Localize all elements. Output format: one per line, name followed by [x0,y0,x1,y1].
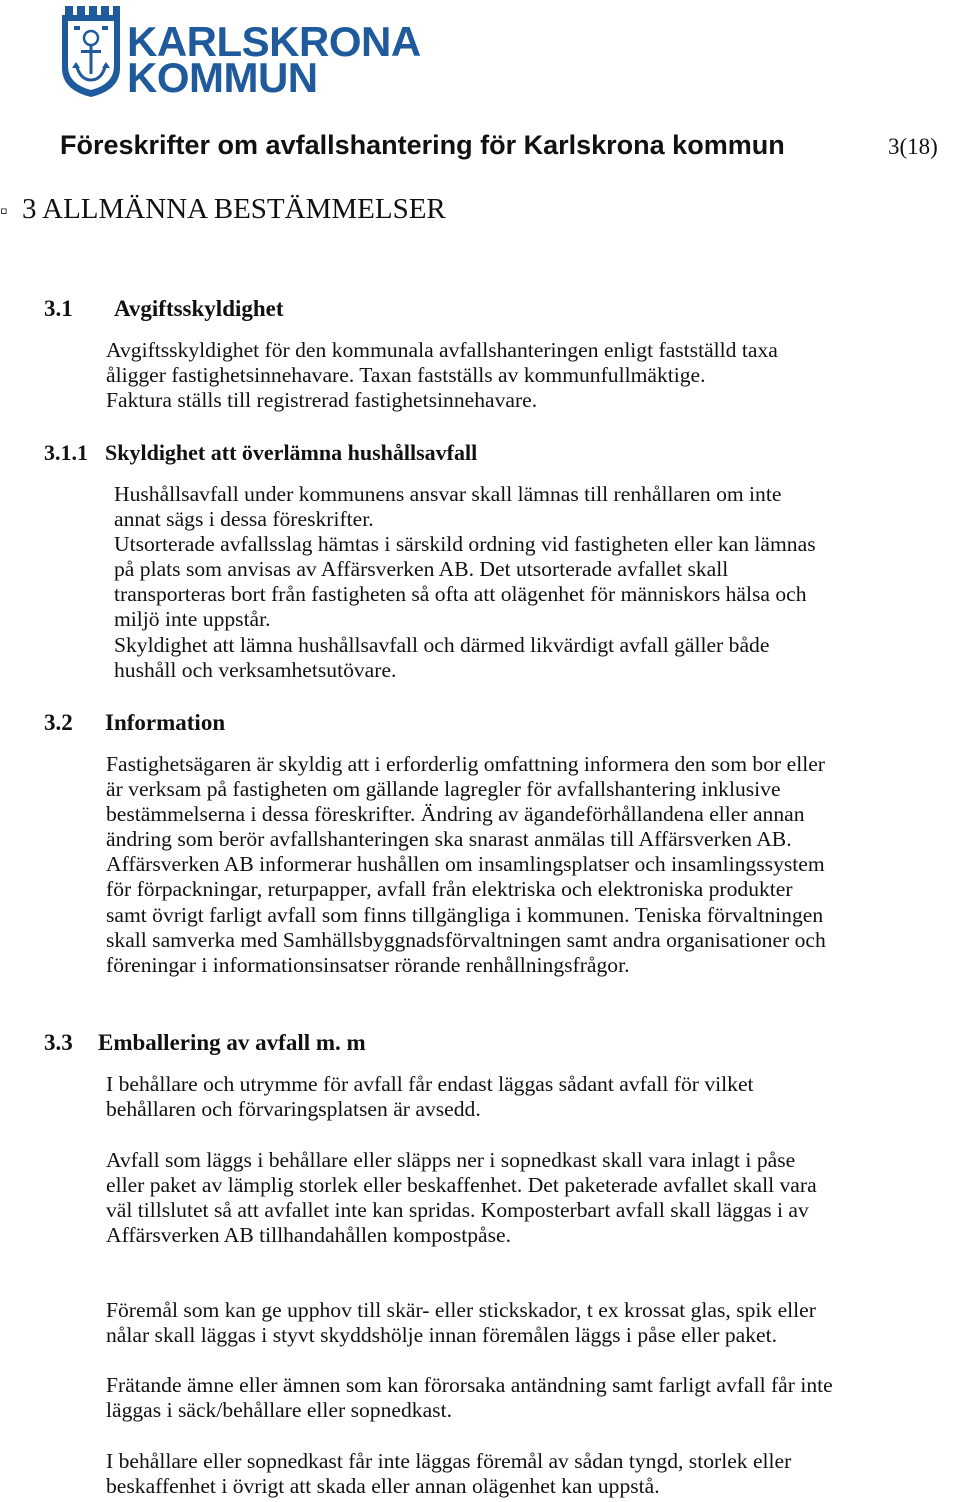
text-line: hushåll och verksamhetsutövare. [114,657,397,682]
text-line: behållaren och förvaringsplatsen är avsedd. [106,1097,481,1122]
text-line: på plats som anvisas av Affärsverken AB. Det utsorterade avfallet skall [114,557,729,582]
text-line: nålar skall läggas i styvt skyddshölje innan föremålen läggs i påse eller paket. [106,1323,778,1348]
text-line: Föremål som kan ge upphov till skär- eller stickskador, t ex krossat glas, spik eller [106,1298,816,1322]
text-line: Avgiftsskyldighet för den kommunala avfallshanteringen enligt fastställd taxa [106,338,778,362]
text-line: beskaffenhet i övrigt att skada eller annan olägenhet kan uppstå. [106,1474,660,1499]
text-line: bestämmelserna i dessa föreskrifter. Ändring av ägandeförhållandena eller annan [106,802,805,827]
paragraph-avgiftsskyldighet [106,338,956,413]
paragraph-emballering-4 [106,1373,958,1423]
text-line: Faktura ställs till registrerad fastighetsinnehavare. [106,388,538,413]
section-title: Avgiftsskyldighet [114,296,284,321]
text-line: åligger fastighetsinnehavare. Taxan fastställs av kommunfullmäktige. [106,363,706,388]
text-line: samt övrigt farligt avfall som finns tillgängliga i kommunen. Teniska förvaltningen [106,902,824,927]
section-heading-3-3 [44,1029,366,1057]
text-line: är verksam på fastigheten om gällande lagregler för avfallshantering inklusive [106,777,781,802]
paragraph-emballering-5 [106,1449,958,1499]
text-line: miljö inte uppstår. [114,607,271,632]
text-line: I behållare och utrymme för avfall får endast läggas sådant avfall för vilket [106,1072,754,1096]
section-number: 3.1.1 [44,440,88,465]
text-line: Hushållsavfall under kommunens ansvar skall lämnas till renhållaren om inte [114,482,782,506]
chapter-title: 3 ALLMÄNNA BESTÄMMELSER [22,193,446,225]
paragraph-emballering-1 [106,1072,958,1122]
paragraph-emballering-2 [106,1148,958,1248]
text-line: föreningar i informationsinsatser rörande renhållningsfrågor. [106,952,630,977]
section-title: Emballering av avfall m. m [98,1030,366,1055]
section-heading-3-1 [44,295,284,323]
text-line: transporteras bort från fastigheten så ofta att olägenhet för människors hälsa och [114,582,807,607]
text-line: för förpackningar, returpapper, avfall från elektriska och elektroniska produkter [106,877,793,902]
section-number: 3.1 [44,296,73,321]
municipality-logo [60,2,450,101]
text-line: läggas i säck/behållare eller sopnedkast. [106,1398,452,1423]
text-line: Affärsverken AB informerar hushållen om insamlingsplatser och insamlingssystem [106,852,825,877]
section-heading-3-1-1 [44,439,477,467]
text-line: annat sägs i dessa föreskrifter. [114,507,374,532]
paragraph-hushallsavfall [114,482,954,683]
text-line: Utsorterade avfallsslag hämtas i särskild ordning vid fastigheten eller kan lämnas [114,532,816,557]
text-line: ändring som berör avfallshanteringen ska snarast anmälas till Affärsverken AB. [106,827,792,852]
text-line: Frätande ämne eller ämnen som kan förorsaka antändning samt farligt avfall får inte [106,1373,833,1397]
text-line: Avfall som läggs i behållare eller släpps ner i sopnedkast skall vara inlagt i påse [106,1148,796,1172]
text-line: skall samverka med Samhällsbyggnadsförvaltningen samt andra organisationer och [106,927,826,952]
text-line: eller paket av lämplig storlek eller beskaffenhet. Det paketerade avfallet skall vara [106,1173,817,1198]
section-heading-3-2 [44,709,225,737]
text-line: I behållare eller sopnedkast får inte läggas föremål av sådan tyngd, storlek eller [106,1449,792,1473]
text-line: väl tillslutet så att avfallet inte kan spridas. Komposterbart avfall skall läggas i av [106,1198,809,1223]
logo-wordmark-line2: KOMMUN [127,54,318,101]
chapter-bullet: ▫ [0,198,8,223]
logo-wordmark-line1: KARLSKRONA [127,18,421,65]
section-title: Skyldighet att överlämna hushållsavfall [105,440,478,465]
chapter-heading [0,192,446,228]
paragraph-information [106,752,958,978]
coat-of-arms-icon [60,2,122,98]
section-title: Information [105,710,226,735]
text-line: Affärsverken AB tillhandahållen kompostpåse. [106,1223,511,1248]
section-number: 3.2 [44,710,73,735]
section-number: 3.3 [44,1030,73,1055]
page-number: 3(18) [888,134,938,159]
document-title: Föreskrifter om avfallshantering för Karlskrona kommun [60,130,785,160]
text-line: Fastighetsägaren är skyldig att i erforderlig omfattning informera den som bor eller [106,752,825,776]
text-line: Skyldighet att lämna hushållsavfall och därmed likvärdigt avfall gäller både [114,632,770,657]
paragraph-emballering-3 [106,1298,958,1348]
